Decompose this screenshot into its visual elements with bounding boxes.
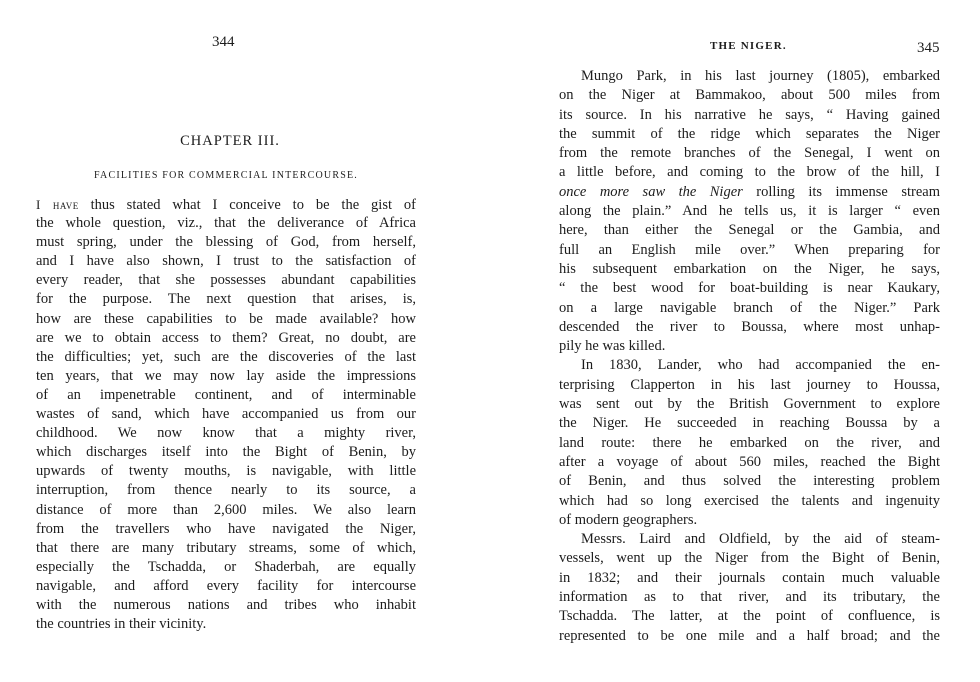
text-line: ten years, that we may now lay aside the impressions (36, 367, 416, 384)
text-line: of Benin, and thus solved the interesting problem (559, 473, 940, 490)
text-line-content: thus stated what I conceive to be the gist of (78, 197, 416, 213)
text-line: Tschadda. The latter, at the point of confluence, is (559, 608, 940, 625)
text-line: how are these capabilities to be made available? how (36, 310, 416, 327)
text-line: vessels, went up the Niger from the Bight of Benin, (559, 550, 940, 567)
text-line: of modern geographers. (559, 511, 698, 528)
running-head: THE NIGER. (710, 40, 787, 52)
text-line: the whole question, viz., that the deliverance of Africa (36, 215, 416, 232)
text-line: here, than either the Senegal or the Gambia, and (559, 222, 940, 239)
text-line: the countries in their vicinity. (36, 616, 207, 633)
text-line: after a voyage of about 560 miles, reached the Bight (559, 453, 940, 470)
text-line: “ the best wood for boat-building is near Kaukary, (559, 280, 940, 297)
text-line: its source. In his narrative he says, “ Having gained (559, 106, 940, 123)
text-line: pily he was killed. (559, 338, 666, 355)
chapter-subtitle: FACILITIES FOR COMMERCIAL INTERCOURSE. (94, 170, 358, 181)
text-line: a little before, and coming to the brow of the hill, I (559, 164, 940, 181)
left-page (0, 0, 480, 682)
text-line: are we to obtain access to them? Great, no doubt, are (36, 329, 416, 346)
text-line (559, 183, 940, 202)
italic-quote: once more saw the Niger (559, 183, 743, 200)
text-line: that there are many tributary streams, some of which, (36, 539, 416, 556)
text-line: interruption, from thence nearly to its source, a (36, 482, 416, 499)
left-body-text (36, 195, 416, 634)
text-line: Mungo Park, in his last journey (1805), embarked (581, 68, 940, 84)
text-line: distance of more than 2,600 miles. We also learn (36, 501, 416, 518)
text-line: his subsequent embarkation on the Niger, he says, (559, 260, 940, 277)
text-line: in 1832; and their journals contain much valuable (559, 569, 940, 586)
text-line: navigable, and afford every facility for intercourse (36, 577, 416, 594)
text-line: on a large navigable branch of the Niger.” Park (559, 299, 940, 316)
text-line: upwards of twenty mouths, is navigable, with little (36, 463, 416, 480)
text-line: and I have also shown, I trust to the satisfaction of (36, 253, 416, 270)
text-line: from the travellers who have navigated the Niger, (36, 520, 416, 537)
text-line-content: rolling its immense stream (742, 183, 940, 200)
text-line: from the remote branches of the Senegal, I went on (559, 145, 940, 162)
text-line: on the Niger at Bammakoo, about 500 miles from (559, 87, 940, 104)
text-line: terprising Clapperton in his last journey to Houssa, (559, 376, 940, 393)
text-line (36, 195, 416, 214)
text-line: must spring, under the blessing of God, from herself, (36, 234, 416, 251)
lead-caps: I have (36, 197, 79, 212)
text-line: which had so long exercised the talents and ingenuity (559, 492, 940, 509)
right-body-text (559, 67, 940, 646)
text-line: In 1830, Lander, who had accompanied the en- (581, 357, 940, 374)
text-line: information as to that river, and its tributary, the (559, 589, 940, 606)
text-line: especially the Tschadda, or Shaderbah, are equally (36, 558, 416, 575)
text-line: land route: there he embarked on the river, and (559, 434, 940, 451)
text-line: descended the river to Boussa, where most unhap- (559, 318, 940, 335)
text-line: full an English mile over.” When preparing for (559, 241, 940, 258)
text-line: every reader, that she possesses abundant capabilities (36, 272, 416, 289)
text-line: was sent out by the British Government to explore (559, 396, 940, 413)
left-page-number: 344 (212, 34, 235, 50)
text-line: the difficulties; yet, such are the discoveries of the last (36, 348, 416, 365)
right-page (545, 0, 980, 682)
text-line: childhood. We now know that a mighty river, (36, 425, 416, 442)
chapter-title: CHAPTER III. (180, 133, 280, 149)
text-line: represented to be one mile and a half broad; and the (559, 627, 940, 644)
text-line: the Niger. He succeeded in reaching Boussa by a (559, 415, 940, 432)
text-line: with the numerous nations and tribes who inhabit (36, 596, 416, 613)
right-page-number: 345 (917, 40, 940, 56)
text-line: wastes of sand, which have accompanied us from our (36, 406, 416, 423)
text-line: along the plain.” And he tells us, it is larger “ even (559, 203, 940, 220)
text-line: of an impenetrable continent, and of interminable (36, 386, 416, 403)
text-line: Messrs. Laird and Oldfield, by the aid of steam- (581, 531, 940, 548)
text-line: for the purpose. The next question that arises, is, (36, 291, 416, 308)
text-line: which discharges itself into the Bight of Benin, by (36, 444, 416, 461)
text-line: the summit of the ridge which separates the Niger (559, 125, 940, 142)
